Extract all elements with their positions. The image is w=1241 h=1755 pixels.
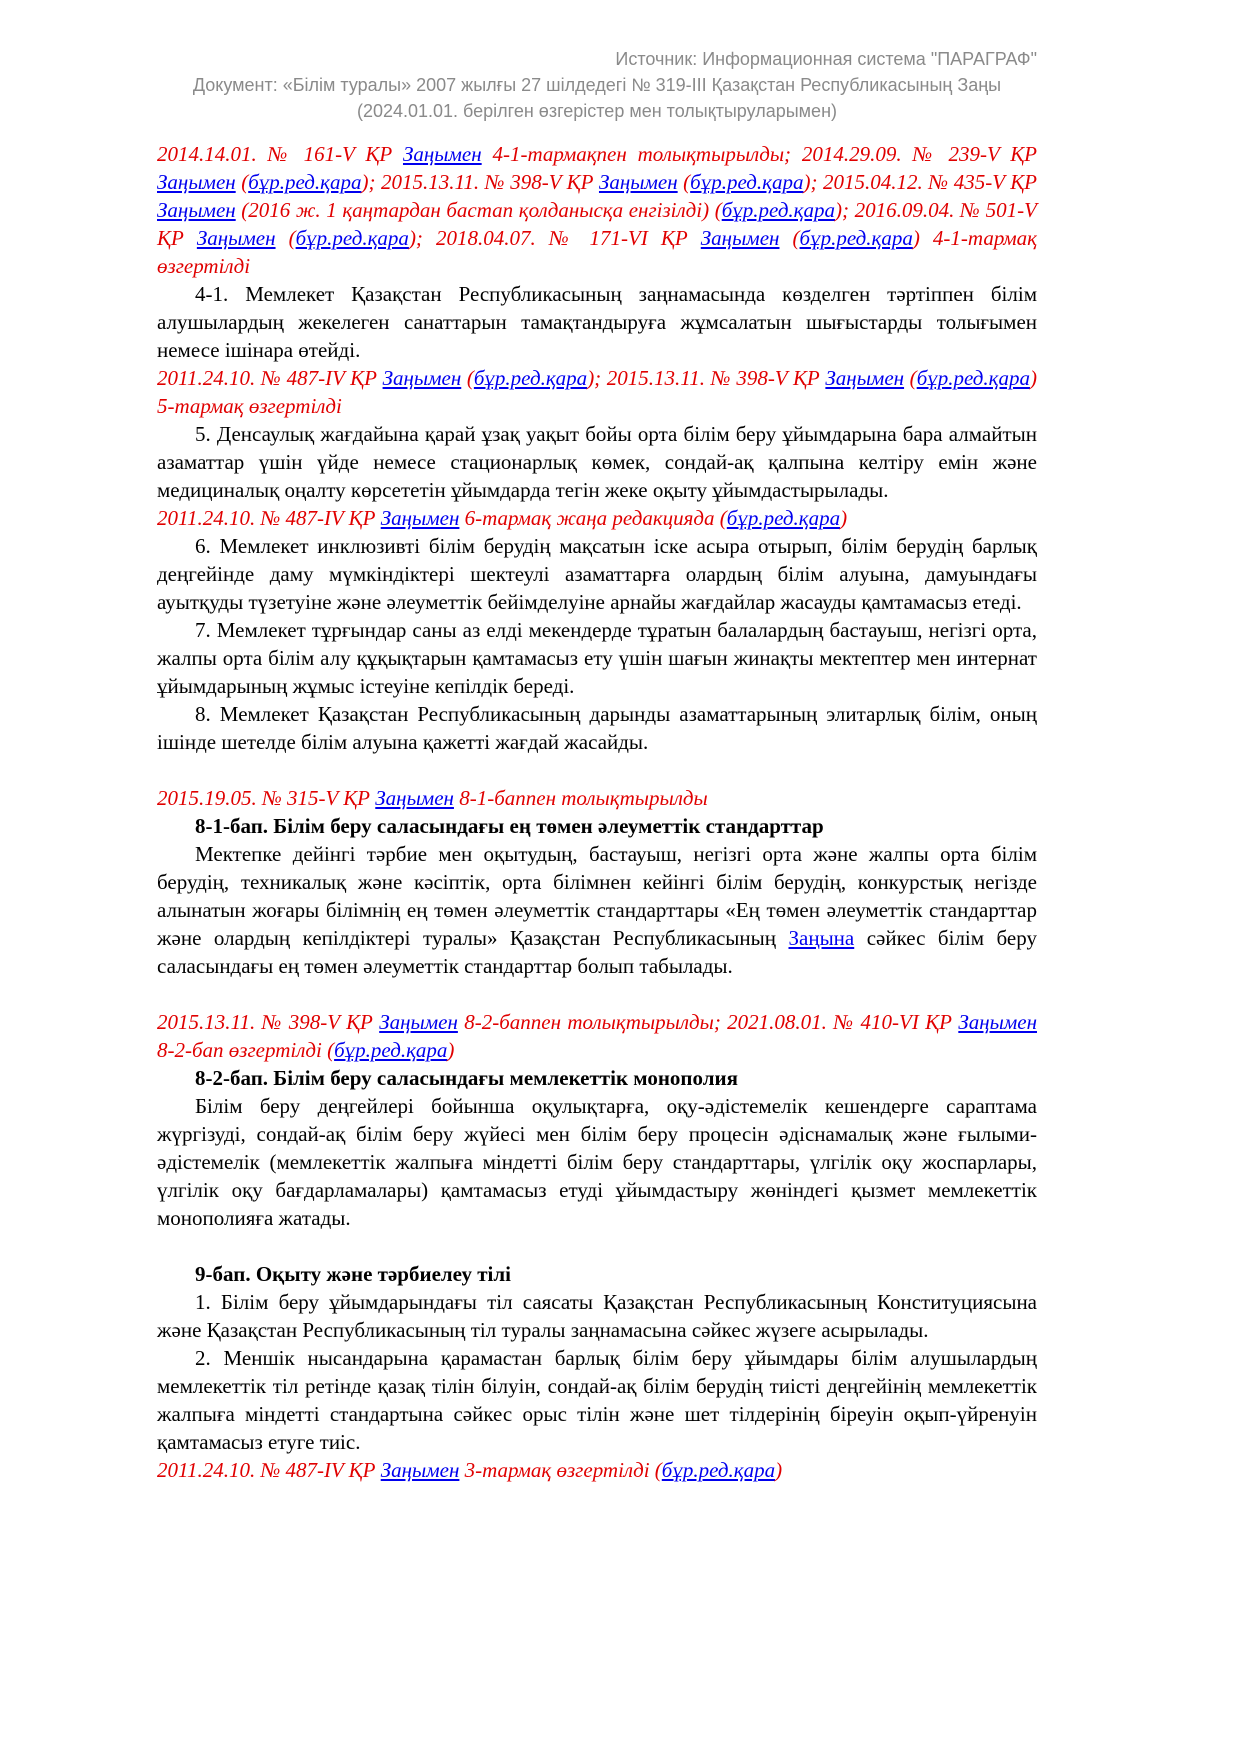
law-link[interactable]: бұр.ред.қара: [721, 198, 836, 222]
law-link[interactable]: Заңымен: [375, 786, 454, 810]
law-link[interactable]: Заңымен: [196, 226, 276, 250]
text-segment: 2011.24.10. № 487-IV ҚР: [157, 506, 381, 530]
law-link[interactable]: Заңымен: [402, 142, 482, 166]
article-heading: [157, 1260, 1037, 1288]
amendment-note: [157, 364, 1037, 420]
text-segment: ); 2016.09.04. № 501-V ҚР: [157, 198, 1037, 250]
text-segment: ): [447, 1038, 455, 1062]
law-link[interactable]: бұр.ред.қара: [726, 506, 841, 530]
document-content: [157, 140, 1037, 1484]
law-link[interactable]: Заңымен: [157, 170, 236, 194]
spacer: [157, 980, 1037, 1008]
law-link[interactable]: бұр.ред.қара: [334, 1038, 448, 1062]
text-segment: (: [275, 226, 296, 250]
spacer: [157, 756, 1037, 784]
text-segment: 8-1-баппен толықтырылды: [453, 786, 708, 810]
article-heading: [157, 1064, 1037, 1092]
paragraph: [157, 700, 1037, 756]
text-segment: ) 5-тармақ өзгертілді: [157, 366, 1037, 418]
law-link[interactable]: Заңымен: [598, 170, 678, 194]
text-segment: 2011.24.10. № 487-IV ҚР: [157, 366, 383, 390]
paragraph: [157, 616, 1037, 700]
text-segment: 4-1-тармақпен толықтырылды; 2014.29.09. № 239-V ҚР: [481, 142, 1038, 166]
text-segment: 2014.14.01. № 161-V ҚР: [157, 142, 403, 166]
law-link[interactable]: Заңымен: [380, 506, 460, 530]
text-segment: 2011.24.10. № 487-IV ҚР: [157, 1458, 381, 1482]
text-segment: Мектепке дейінгі тәрбие мен оқытудың, бастауыш, негізгі орта және жалпы орта білім берудің, техникалық және кәсіптік, орта білімнен кейінгі білім берудің, конкурстық негізде алынатын жоғары білімнің ең төмен әлеуметтік стандарттары «Ең төмен әлеуметтік стандарттар және олардың кепілдіктері туралы» Қазақстан Республикасының: [157, 842, 1037, 950]
text-segment: 4-1. Мемлекет Қазақстан Республикасының заңнамасында көзделген тәртіппен білім алушылардың жекелеген санаттарын тамақтандыруға жұмсалатын шығыстарды толығымен немесе ішінара өтейді.: [157, 282, 1037, 362]
law-link[interactable]: бұр.ред.қара: [248, 170, 362, 194]
article-heading: [157, 812, 1037, 840]
law-link[interactable]: бұр.ред.қара: [661, 1458, 776, 1482]
text-segment: 8-2-бап. Білім беру саласындағы мемлекеттік монополия: [195, 1066, 738, 1090]
text-segment: 7. Мемлекет тұрғындар саны аз елді мекендерде тұратын балалардың бастауыш, негізгі орта, жалпы орта білім алу құқықтарын қамтамасыз ету үшін шағын жинақты мектептер мен интернат ұйымдарының жұмыс істеуіне кепілдік береді.: [157, 618, 1037, 698]
text-segment: 8-1-бап. Білім беру саласындағы ең төмен әлеуметтік стандарттар: [195, 814, 824, 838]
paragraph: [157, 1288, 1037, 1344]
text-segment: 2. Меншік нысандарына қарамастан барлық білім беру ұйымдары білім алушылардың мемлекеттік тіл ретінде қазақ тілін білуін, сондай-ақ білім берудің тиісті деңгейінің мемлекеттік жалпыға міндетті стандартына сәйкес орыс тілін және шет тілдерінің біреуін оқып-үйренуін қамтамасыз етуге тиіс.: [157, 1346, 1037, 1454]
text-segment: (: [235, 170, 249, 194]
text-segment: 5. Денсаулық жағдайына қарай ұзақ уақыт бойы орта білім беру ұйымдарына бара алмайтын азаматтар үшін үйде немесе стационарлық көмек, сондай-ақ қалпына келтіру емін және медициналық оңалту көрсететін ұйымдарда тегін жеке оқыту ұйымдастырылады.: [157, 422, 1037, 502]
law-link[interactable]: Заңымен: [380, 1458, 460, 1482]
document-header: [157, 46, 1037, 124]
amendment-note: [157, 1456, 1037, 1484]
document-title: Документ: «Білім туралы» 2007 жылғы 27 шілдедегі № 319-III Қазақстан Республикасының Заңы (2024.01.01. берілген өзгерістер мен толықтыруларымен): [192, 75, 1002, 121]
text-segment: 6-тармақ жаңа редакцияда (: [459, 506, 727, 530]
text-segment: ); 2018.04.07. № 171-VI ҚР: [408, 226, 701, 250]
spacer: [157, 1232, 1037, 1260]
text-segment: (2016 ж. 1 қаңтардан бастап қолданысқа енгізілді) (: [235, 198, 722, 222]
law-link[interactable]: Заңына: [788, 926, 855, 950]
paragraph: [157, 1092, 1037, 1232]
law-link[interactable]: Заңымен: [157, 198, 236, 222]
amendment-note: [157, 784, 1037, 812]
law-link[interactable]: бұр.ред.қара: [295, 226, 409, 250]
text-segment: (: [904, 366, 917, 390]
text-segment: ): [775, 1458, 783, 1482]
law-link[interactable]: бұр.ред.қара: [690, 170, 804, 194]
text-segment: 8-2-бап өзгертілді (: [157, 1038, 335, 1062]
text-segment: ): [840, 506, 848, 530]
law-link[interactable]: бұр.ред.қара: [473, 366, 588, 390]
law-link[interactable]: Заңымен: [958, 1010, 1037, 1034]
text-segment: ); 2015.04.12. № 435-V ҚР: [803, 170, 1037, 194]
text-segment: 9-бап. Оқыту және тәрбиелеу тілі: [195, 1262, 511, 1286]
amendment-note: [157, 1008, 1037, 1064]
text-segment: (: [461, 366, 474, 390]
law-link[interactable]: Заңымен: [382, 366, 462, 390]
text-segment: ); 2015.13.11. № 398-V ҚР: [361, 170, 599, 194]
paragraph: [157, 840, 1037, 980]
paragraph: [157, 1344, 1037, 1456]
text-segment: Білім беру деңгейлері бойынша оқулықтарға, оқу-әдістемелік кешендерге сараптама жүргізуді, сондай-ақ білім беру жүйесі мен білім беру процесін әдіснамалық және ғылыми-әдістемелік (мемлекеттік жалпыға міндетті білім беру стандарттары, үлгілік оқу жоспарлары, үлгілік оқу бағдарламалары) қамтамасыз етуді ұйымдастыру жөніндегі қызмет мемлекеттік монополияға жатады.: [157, 1094, 1037, 1230]
law-link[interactable]: бұр.ред.қара: [799, 226, 913, 250]
text-segment: 2015.19.05. № 315-V ҚР: [157, 786, 376, 810]
text-segment: ); 2015.13.11. № 398-V ҚР: [587, 366, 826, 390]
law-link[interactable]: бұр.ред.қара: [916, 366, 1030, 390]
law-link[interactable]: Заңымен: [379, 1010, 458, 1034]
paragraph: [157, 420, 1037, 504]
law-link[interactable]: Заңымен: [825, 366, 905, 390]
text-segment: 6. Мемлекет инклюзивті білім берудің мақсатын іске асыра отырып, білім берудің барлық деңгейінде даму мүмкіндіктері шектеулі азаматтарға олардың білім алуына, дамуындағы ауытқуды түзетуіне және әлеуметтік бейімделуіне арнайы жағдайлар жасауды қамтамасыз етеді.: [157, 534, 1037, 614]
text-segment: ) 4-1-тармақ өзгертілді: [157, 226, 1037, 278]
text-segment: сәйкес білім беру саласындағы ең төмен әлеуметтік стандарттар болып табылады.: [157, 926, 1037, 978]
text-segment: (: [779, 226, 800, 250]
law-link[interactable]: Заңымен: [700, 226, 780, 250]
text-segment: (: [677, 170, 691, 194]
text-segment: 8. Мемлекет Қазақстан Республикасының дарынды азаматтарының элитарлық білім, оның ішінде шетелде білім алуына қажетті жағдай жасайды.: [157, 702, 1037, 754]
text-segment: 2015.13.11. № 398-V ҚР: [157, 1010, 380, 1034]
text-segment: 1. Білім беру ұйымдарындағы тіл саясаты Қазақстан Республикасының Конституциясына және Қазақстан Республикасының тіл туралы заңнамасына сәйкес жүзеге асырылады.: [157, 1290, 1037, 1342]
paragraph: [157, 532, 1037, 616]
text-segment: 8-2-баппен толықтырылды; 2021.08.01. № 410-VI ҚР: [457, 1010, 959, 1034]
paragraph: [157, 280, 1037, 364]
amendment-note: [157, 140, 1037, 280]
source-line: Источник: Информационная система "ПАРАГРАФ": [615, 49, 1037, 69]
amendment-note: [157, 504, 1037, 532]
text-segment: 3-тармақ өзгертілді (: [459, 1458, 662, 1482]
